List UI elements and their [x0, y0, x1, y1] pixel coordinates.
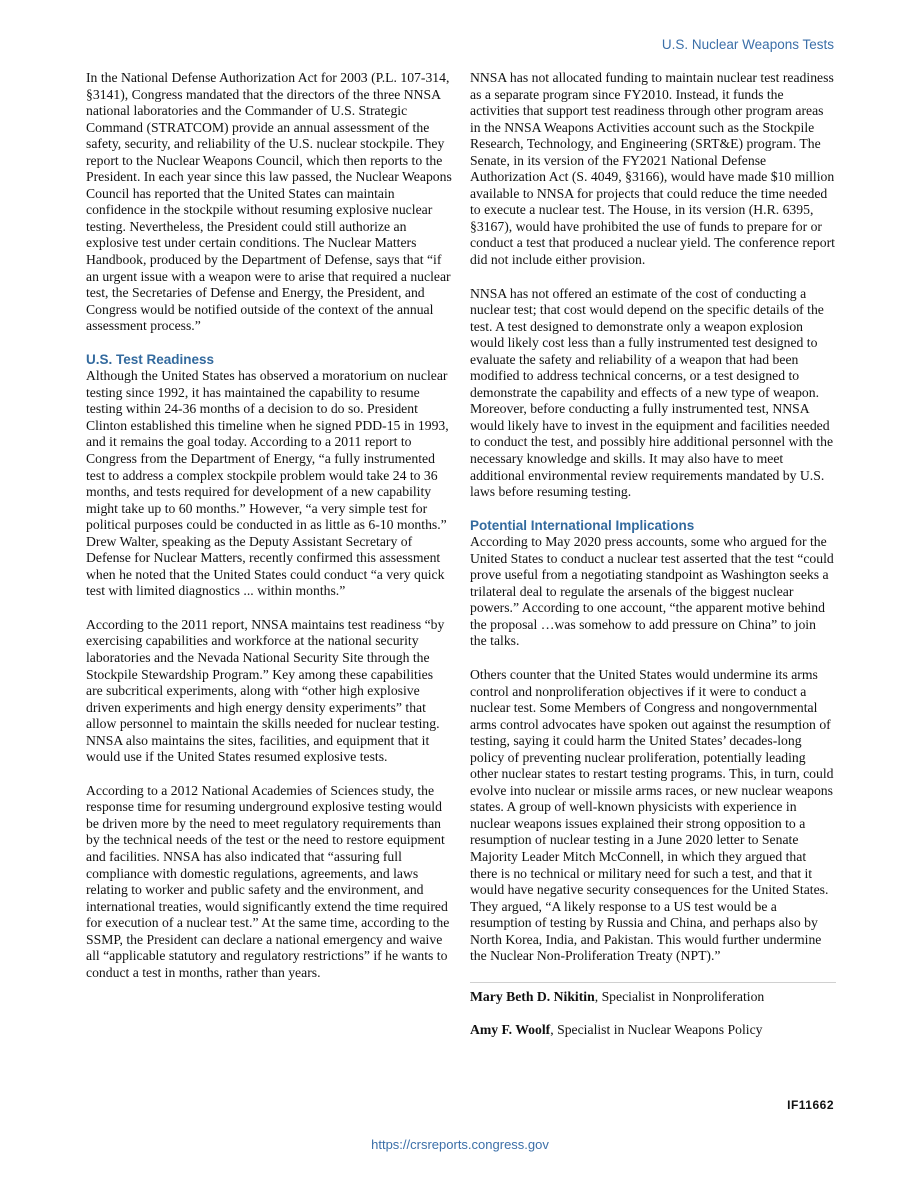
- author-title: , Specialist in Nonproliferation: [594, 988, 765, 1004]
- paragraph-cost-estimate: NNSA has not offered an estimate of the cost of conducting a nuclear test; that cost would depend on the specific details of the test. A test designed to demonstrate only a weapon explosion would likely cost less than a fully instrumented test designed to evaluate the safety and reliability of a weapon that had been modified to address technical concerns, or a test designed to demonstrate the capability and effects of a new type of weapon. Moreover, before conducting a fully instrumented test, NNSA would likely have to invest in the equipment and facilities needed to conduct the test, and possibly hire additional personnel with the necessary knowledge and skills. It may also have to meet additional environmental review requirements mandated by U.S. laws before resuming testing.: [470, 285, 834, 500]
- section-heading-international-implications: Potential International Implications: [470, 517, 695, 533]
- left-column: [86, 70, 452, 998]
- author-name: Mary Beth D. Nikitin: [470, 988, 595, 1004]
- product-id: IF11662: [787, 1098, 834, 1112]
- author-title: , Specialist in Nuclear Weapons Policy: [550, 1022, 763, 1038]
- paragraph-press-accounts: According to May 2020 press accounts, some who argued for the United States to conduct a nuclear test asserted that the test “could prove useful from a negotiating standpoint as Washington seeks a trilateral deal to regulate the arsenals of the biggest nuclear powers.” According to one account, “the apparent motive behind the proposal …was somehow to add pressure on China” to join the talks.: [470, 534, 834, 649]
- author-name: Amy F. Woolf: [470, 1022, 551, 1038]
- paragraph-counterarguments: Others counter that the United States would undermine its arms control and nonproliferation objectives if it were to conduct a nuclear test. Some Members of Congress and nongovernmental arms control advocates have spoken out against the resumption of testing, saying it could harm the United States’ decades-long policy of preventing nuclear proliferation, potentially leading other nuclear states to restart testing programs. This, in turn, could evolve into nuclear or missile arms races, or new nuclear weapons states. A group of well-known physicists with experience in nuclear weapons issues explained their strong opposition to a resumption of nuclear testing in a June 2020 letter to Senate Majority Leader Mitch McConnell, in which they argued that there is no technical or military need for such a test, and that it would have negative security consequences for the United States. They argued, “A likely response to a US test would be a resumption of testing by Russia and China, and perhaps also by North Korea, India, and Pakistan. This would further undermine the Nuclear Non-Proliferation Treaty (NPT).”: [470, 667, 834, 964]
- paragraph-ndaa-assessment: In the National Defense Authorization Act for 2003 (P.L. 107-314, §3141), Congress mandated that the directors of the three NNSA national laboratories and the Commander of U.S. Strategic Command (STRATCOM) provide an annual assessment of the safety, security, and reliability of the U.S. nuclear stockpile. They report to the Nuclear Weapons Council, which then reports to the President. In each year since this law passed, the Nuclear Weapons Council has reported that the United States can maintain confidence in the stockpile without resuming explosive nuclear testing. Nevertheless, the President could still authorize an explosive test under certain conditions. The Nuclear Matters Handbook, produced by the Department of Defense, says that “if an urgent issue with a weapon were to arise that required a nuclear test, the Secretaries of Defense and Energy, the President, and Congress would be notified outside of the context of the annual assessment process.”: [86, 70, 452, 334]
- paragraph-moratorium: Although the United States has observed a moratorium on nuclear testing since 1992, it has maintained the capability to resume testing within 24-36 months of a decision to do so. President Clinton established this timeline when he signed PDD-15 in 1993, and it remains the goal today. According to a 2011 report to Congress from the Department of Energy, “a fully instrumented test to address a complex stockpile problem would take 24 to 36 months, and tests required for development of a new capability might take up to 60 months.” However, “a very simple test for political purposes could be conducted in as little as 6-10 months.” Drew Walter, speaking as the Deputy Assistant Secretary of Defense for Nuclear Matters, recently confirmed this assessment when he noted that the United States could conduct “a very quick test with limited diagnostics ... within months.”: [86, 368, 449, 599]
- author-line: [470, 989, 836, 1006]
- paragraph-2011-report: According to the 2011 report, NNSA maintains test readiness “by exercising capabilities and workforce at the national security laboratories and the Nevada National Security Site through the Stockpile Stewardship Program.” Key among these capabilities are subcritical experiments, along with “other high explosive driven experiments and high energy density experiments” that allow personnel to maintain the skills needed for nuclear testing. NNSA also maintains the sites, facilities, and equipment that it would use if the United States resumed explosive tests.: [86, 616, 445, 765]
- author-line: [470, 1022, 836, 1039]
- footer-url[interactable]: https://crsreports.congress.gov: [371, 1137, 549, 1152]
- right-column: [470, 70, 836, 1056]
- section-heading-test-readiness: U.S. Test Readiness: [86, 351, 215, 367]
- paragraph-funding: NNSA has not allocated funding to maintain nuclear test readiness as a separate program since FY2010. Instead, it funds the activities that support test readiness through other program areas in the NNSA Weapons Activities account such as the Stockpile Research, Technology, and Engineering (SRT&E) program. The Senate, in its version of the FY2021 National Defense Authorization Act (S. 4049, §3166), would have made $10 million available to NNSA for projects that could reduce the time needed to execute a nuclear test. The House, in its version (H.R. 6395, §3167), would have prohibited the use of funds to prepare for or conduct a test that produced a nuclear yield. The conference report did not include either provision.: [470, 70, 835, 268]
- paragraph-2012-nas-study: According to a 2012 National Academies of Sciences study, the response time for resuming underground explosive testing would be driven more by the need to meet regulatory requirements than by the technical needs of the test or the need to restore equipment and facilities. NNSA has also indicated that “assuring full compliance with domestic regulations, agreements, and laws relating to worker and public safety and the environment, and international treaties, would significantly extend the time required for execution of a nuclear test.” At the same time, according to the SSMP, the President can declare a national emergency and waive all “applicable statutory and regulatory restrictions” if he wants to conduct a test in months, rather than years.: [86, 782, 450, 980]
- author-divider: [470, 982, 836, 983]
- running-header: U.S. Nuclear Weapons Tests: [661, 37, 834, 52]
